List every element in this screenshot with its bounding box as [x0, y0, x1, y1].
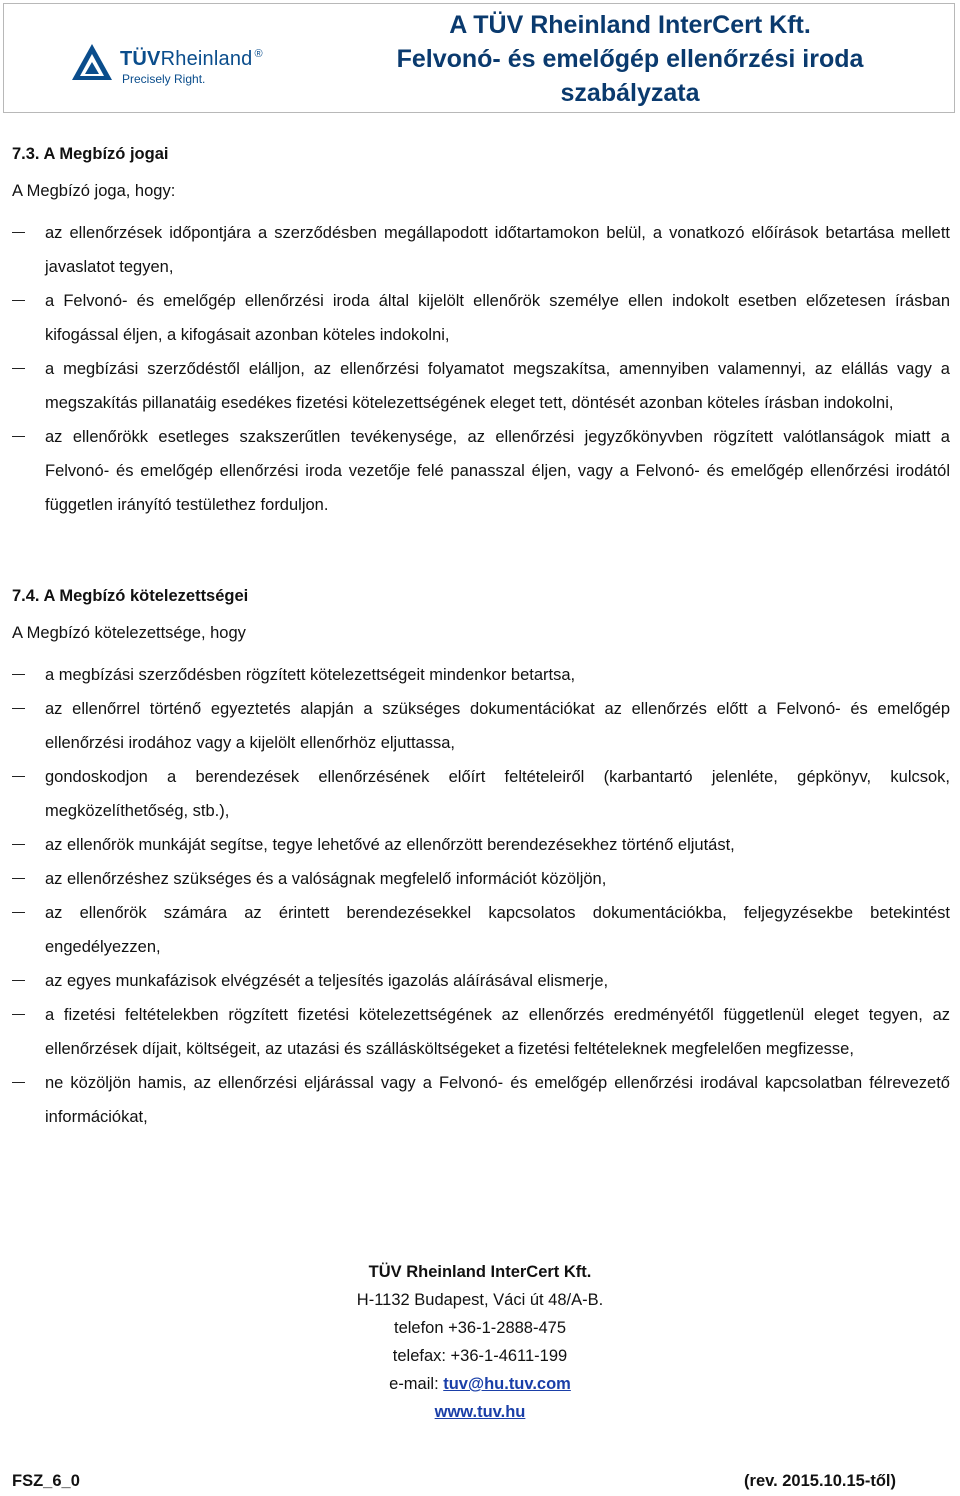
- list-item: ne közöljön hamis, az ellenőrzési eljárással vagy a Felvonó- és emelőgép ellenőrzési irodával kapcsolatban félrevezető információkat,: [12, 1066, 950, 1134]
- title-line-1: A TÜV Rheinland InterCert Kft.: [449, 11, 811, 39]
- contact-phone: telefon +36-1-2888-475: [393, 1319, 566, 1337]
- logo-wordmark: TÜVRheinland ®: [120, 48, 263, 70]
- contact-address: H-1132 Budapest, Váci út 48/A-B.: [356, 1291, 604, 1309]
- document-code: FSZ_6_0: [12, 1472, 80, 1490]
- logo-slogan: Precisely Right.: [122, 72, 206, 86]
- section-intro-7-3: A Megbízó joga, hogy:: [12, 182, 176, 200]
- list-item: a megbízási szerződéstől elálljon, az ellenőrzési folyamatot megszakítsa, amennyiben valamennyi, az elállás vagy a megszakítás pillanatáig esedékes fizetési kötelezettségének eleget tett, döntését azonban köteles írásban indokolni,: [12, 352, 950, 420]
- list-item: az ellenőrökk esetleges szakszerűtlen tevékenysége, az ellenőrzési jegyzőkönyvben rögzített valótlanságok miatt a Felvonó- és emelőgép ellenőrzési iroda vezetője felé panasszal éljen, vagy a Felvonó- és emelőgép ellenőrzési irodától független irányító testülethez forduljon.: [12, 420, 950, 522]
- contact-web-row: [0, 1398, 960, 1426]
- document-body: [12, 130, 950, 1134]
- list-item: gondoskodjon a berendezések ellenőrzésének előírt feltételeiről (karbantartó jelenléte, gépkönyv, kulcsok, megközelíthetőség, stb.),: [12, 760, 950, 828]
- list-item: az ellenőrzések időpontjára a szerződésben megállapodott időtartamokon belül, a vonatkozó előírások betartása mellett javaslatot tegyen,: [12, 216, 950, 284]
- document-title: [304, 8, 956, 110]
- section-heading-7-3: 7.3. A Megbízó jogai: [12, 145, 169, 163]
- company-logo: [4, 4, 304, 112]
- contact-email-row: [0, 1370, 960, 1398]
- list-item: az ellenőrök munkáját segítse, tegye lehetővé az ellenőrzött berendezésekhez történő eljutást,: [12, 828, 950, 862]
- email-link[interactable]: tuv@hu.tuv.com: [443, 1375, 571, 1393]
- email-label: e-mail:: [389, 1375, 444, 1393]
- list-item: a megbízási szerződésben rögzített kötelezettségeit mindenkor betartsa,: [12, 658, 950, 692]
- title-line-3: szabályzata: [560, 79, 700, 107]
- rights-list: [12, 216, 950, 522]
- list-item: az ellenőrzéshez szükséges és a valóságnak megfelelő információt közöljön,: [12, 862, 950, 896]
- page-header: [3, 3, 955, 113]
- list-item: a fizetési feltételekben rögzített fizetési kötelezettségének az ellenőrzés eredményétől függetlenül eleget tegyen, az ellenőrzések díjait, költségeit, az utazási és szállásköltségeket a fizetési feltételeknek megfelelően megfizesse,: [12, 998, 950, 1066]
- section-heading-7-4: 7.4. A Megbízó kötelezettségei: [12, 587, 249, 605]
- website-link[interactable]: www.tuv.hu: [434, 1403, 526, 1421]
- list-item: az egyes munkafázisok elvégzését a teljesítés igazolás aláírásával elismerje,: [12, 964, 950, 998]
- contact-block: [0, 1258, 960, 1426]
- obligations-list: [12, 658, 950, 1134]
- title-line-2: Felvonó- és emelőgép ellenőrzési iroda: [396, 45, 864, 73]
- section-intro-7-4: A Megbízó kötelezettsége, hogy: [12, 624, 246, 642]
- list-item: az ellenőrök számára az érintett berendezésekkel kapcsolatos dokumentációkba, feljegyzésekbe betekintést engedélyezzen,: [12, 896, 950, 964]
- contact-company: TÜV Rheinland InterCert Kft.: [368, 1263, 592, 1281]
- list-item: a Felvonó- és emelőgép ellenőrzési iroda által kijelölt ellenőrök személye ellen indokolt esetben előzetesen írásban kifogással éljen, a kifogásait azonban köteles indokolni,: [12, 284, 950, 352]
- contact-fax: telefax: +36-1-4611-199: [392, 1347, 568, 1365]
- revision-date: (rev. 2015.10.15-től): [744, 1472, 896, 1490]
- tuv-triangle-icon: [70, 42, 114, 82]
- list-item: az ellenőrrel történő egyeztetés alapján a szükséges dokumentációkat az ellenőrzés előtt a Felvonó- és emelőgép ellenőrzési irodához vagy a kijelölt ellenőrhöz eljuttassa,: [12, 692, 950, 760]
